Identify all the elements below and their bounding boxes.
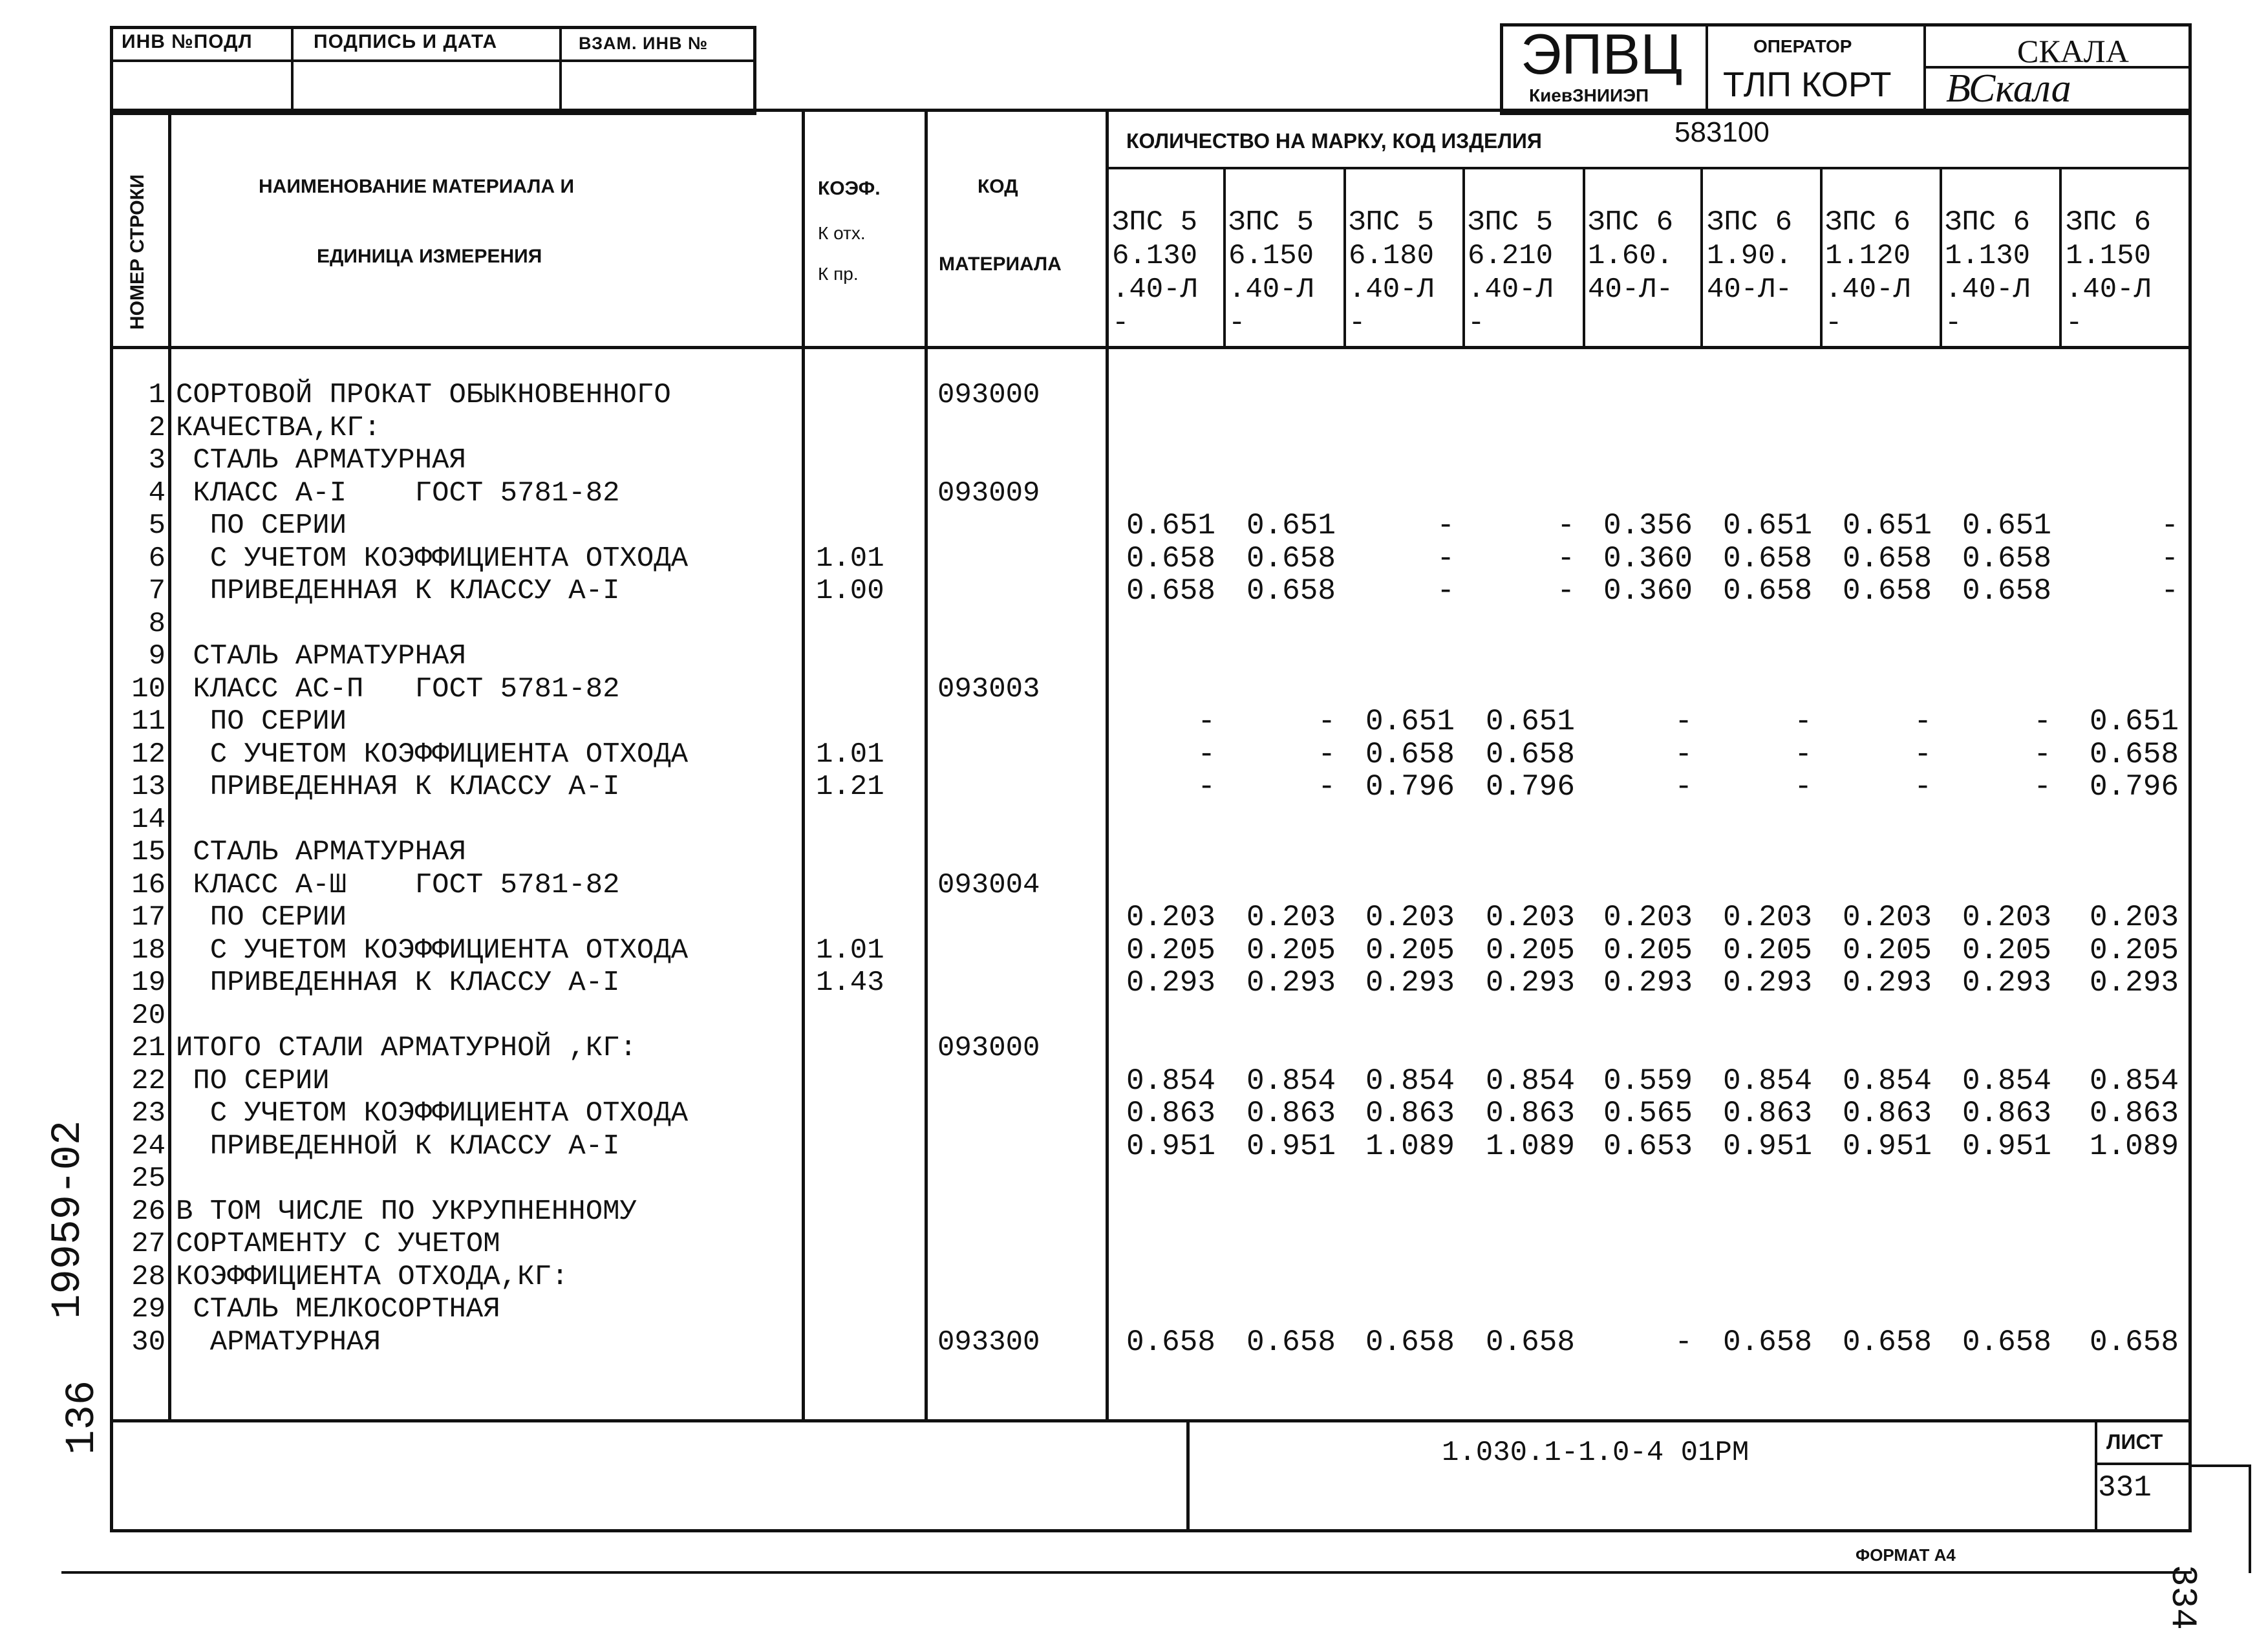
row-value-col-4: 0.203 [1485,901,1575,934]
row-name: КЛАСС А-Ш ГОСТ 5781-82 [176,868,620,901]
product-header-8-line-4: - [1945,307,1962,339]
row-value-col-9: 0.651 [2089,705,2179,738]
row-value-col-3: - [1437,574,1455,608]
product-header-6-line-1: ЗПС 6 [1707,206,1793,239]
row-number: 16 [131,868,166,901]
product-header-1-line-1: ЗПС 5 [1112,206,1198,239]
row-name: ПРИВЕДЕННАЯ К КЛАССУ А-I [176,771,620,803]
row-value-col-3: 0.205 [1365,933,1455,967]
row-value-col-7: 0.658 [1842,574,1932,608]
product-header-4-line-4: - [1468,307,1485,339]
row-name: КОЭФФИЦИЕНТА ОТХОДА,КГ: [176,1260,569,1293]
row-value-col-7: 0.658 [1842,1325,1932,1359]
row-number: 18 [131,934,166,967]
row-value-col-1: 0.658 [1126,541,1215,575]
row-value-col-3: - [1437,541,1455,575]
row-value-col-4: - [1557,509,1575,542]
row-value-col-1: 0.854 [1126,1064,1215,1098]
product-header-2-line-2: 6.150 [1228,240,1314,272]
product-header-2-line-3: .40-Л [1228,273,1314,306]
row-number: 24 [131,1130,166,1163]
row-value-col-3: 1.089 [1365,1129,1455,1163]
row-value-col-6: 0.854 [1722,1064,1812,1098]
row-name: С УЧЕТОМ КОЭФФИЦИЕНТА ОТХОДА [176,1097,689,1130]
row-name: С УЧЕТОМ КОЭФФИЦИЕНТА ОТХОДА [176,738,689,771]
row-value-col-5: - [1674,737,1693,771]
prod-sep-1 [1223,167,1226,348]
row-value-col-2: 0.951 [1246,1129,1336,1163]
row-value-col-5: 0.653 [1603,1129,1693,1163]
row-value-col-6: - [1794,737,1812,771]
col-sep-num [168,109,171,1421]
product-header-1-line-4: - [1112,307,1129,339]
prod-sep-6 [1820,167,1823,348]
row-value-col-7: 0.863 [1842,1097,1932,1130]
row-value-col-7: 0.951 [1842,1129,1932,1163]
row-material-code: 093004 [937,868,1040,901]
stamp-podpis-data: ПОДПИСЬ И ДАТА [314,31,498,52]
row-number: 4 [148,477,166,509]
row-value-col-9: - [2161,509,2179,542]
prod-sep-7 [1940,167,1942,348]
row-name: КЛАСС А-I ГОСТ 5781-82 [176,477,620,509]
product-header-2-line-1: ЗПС 5 [1228,206,1314,239]
product-code: 583100 [1674,116,1770,148]
row-value-col-4: 0.293 [1485,966,1575,1000]
product-header-1-line-3: .40-Л [1112,273,1198,306]
row-value-col-7: 0.293 [1842,966,1932,1000]
row-value-col-1: 0.658 [1126,1325,1215,1359]
product-header-3-line-3: .40-Л [1349,273,1435,306]
row-number: 1 [148,379,166,411]
row-value-col-2: - [1318,705,1336,738]
row-number: 7 [148,575,166,607]
product-header-4-line-3: .40-Л [1468,273,1554,306]
product-header-2-line-4: - [1228,307,1246,339]
row-number: 2 [148,411,166,444]
row-material-code: 093000 [937,1032,1040,1064]
row-name: СТАЛЬ АРМАТУРНАЯ [176,836,466,868]
row-value-col-8: 0.951 [1962,1129,2051,1163]
row-value-col-7: - [1914,705,1932,738]
product-header-7-line-3: .40-Л [1825,273,1911,306]
row-value-col-3: 0.658 [1365,1325,1455,1359]
product-header-1-line-2: 6.130 [1112,240,1198,272]
row-value-col-2: 0.658 [1246,1325,1336,1359]
prod-sep-5 [1700,167,1703,348]
stamp-sep-1 [291,26,294,115]
row-value-col-8: 0.658 [1962,574,2051,608]
product-header-4-line-2: 6.210 [1468,240,1554,272]
product-header-9-line-4: - [2066,307,2083,339]
operator-value: ТЛП КОРТ [1723,65,1892,104]
row-value-col-7: - [1914,770,1932,804]
product-header-8-line-1: ЗПС 6 [1945,206,2031,239]
row-value-col-5: - [1674,770,1693,804]
row-value-col-1: 0.293 [1126,966,1215,1000]
row-number: 27 [131,1228,166,1260]
code-header-1: КОД [978,176,1018,197]
row-name: В ТОМ ЧИСЛЕ ПО УКРУПНЕННОМУ [176,1195,637,1228]
prod-sep-8 [2059,167,2062,348]
row-value-col-8: - [2033,705,2051,738]
row-value-col-9: 0.293 [2089,966,2179,1000]
row-value-col-5: 0.565 [1603,1097,1693,1130]
row-material-code: 093000 [937,379,1040,411]
row-number: 6 [148,542,166,575]
row-value-col-4: - [1557,574,1575,608]
product-header-7-line-1: ЗПС 6 [1825,206,1911,239]
row-number: 12 [131,738,166,771]
product-header-9-line-1: ЗПС 6 [2066,206,2152,239]
row-value-col-7: - [1914,737,1932,771]
row-value-col-5: 0.293 [1603,966,1693,1000]
row-number: 28 [131,1260,166,1293]
row-value-col-4: 0.863 [1485,1097,1575,1130]
row-value-col-6: 0.658 [1722,1325,1812,1359]
row-value-col-1: - [1197,705,1215,738]
row-coefficient: 1.43 [816,967,884,999]
row-value-col-2: 0.854 [1246,1064,1336,1098]
row-value-col-2: 0.205 [1246,933,1336,967]
row-value-col-1: 0.951 [1126,1129,1215,1163]
row-value-col-3: 0.651 [1365,705,1455,738]
row-number: 11 [131,705,166,738]
row-value-col-8: 0.863 [1962,1097,2051,1130]
title-sep-1 [1706,23,1708,115]
row-number: 25 [131,1163,166,1195]
row-value-col-8: 0.658 [1962,541,2051,575]
row-number-header: НОМЕР СТРОКИ [127,174,148,330]
row-coefficient: 1.01 [816,738,884,771]
row-coefficient: 1.21 [816,771,884,803]
row-value-col-9: 0.854 [2089,1064,2179,1098]
org-title: ЭПВЦ [1521,22,1683,86]
row-number: 13 [131,771,166,803]
coef-header-2: К отх. [818,223,866,243]
row-value-col-5: 0.203 [1603,901,1693,934]
row-value-col-2: 0.863 [1246,1097,1336,1130]
row-name: ПО СЕРИИ [176,509,347,542]
row-value-col-6: 0.203 [1722,901,1812,934]
product-header-9-line-2: 1.150 [2066,240,2152,272]
row-name: ПО СЕРИИ [176,901,347,934]
row-value-col-3: - [1437,509,1455,542]
row-value-col-6: 0.951 [1722,1129,1812,1163]
name-header-1: НАИМЕНОВАНИЕ МАТЕРИАЛА И [259,176,575,197]
footer-sep [1186,1419,1190,1532]
row-name: КАЧЕСТВА,КГ: [176,411,381,444]
footer-sheet-divider [2095,1463,2192,1465]
row-number: 14 [131,803,166,836]
qty-header: КОЛИЧЕСТВО НА МАРКУ, КОД ИЗДЕЛИЯ [1126,129,1542,153]
row-value-col-4: 0.651 [1485,705,1575,738]
row-value-col-8: 0.651 [1962,509,2051,542]
row-coefficient: 1.01 [816,542,884,575]
stamp-inv-podl: ИНВ №ПОДЛ [122,31,253,52]
row-number: 21 [131,1032,166,1064]
row-value-col-2: - [1318,737,1336,771]
row-number: 30 [131,1325,166,1358]
side-doc-number: 19959-02 [45,1120,92,1319]
operator-label: ОПЕРАТОР [1753,36,1852,56]
name-header-2: ЕДИНИЦА ИЗМЕРЕНИЯ [317,246,542,267]
row-value-col-9: 0.205 [2089,933,2179,967]
frame-right [2188,109,2192,1531]
product-header-3-line-2: 6.180 [1349,240,1435,272]
row-value-col-8: 0.658 [1962,1325,2051,1359]
product-header-7-line-2: 1.120 [1825,240,1911,272]
row-value-col-5: - [1674,705,1693,738]
row-coefficient: 1.01 [816,934,884,967]
row-value-col-5: - [1674,1325,1693,1359]
row-value-col-2: 0.203 [1246,901,1336,934]
coef-header-1: КОЭФ. [818,178,881,199]
row-name: ПРИВЕДЕННАЯ К КЛАССУ А-I [176,967,620,999]
row-name: СОРТАМЕНТУ С УЧЕТОМ [176,1228,500,1260]
row-value-col-9: 0.203 [2089,901,2179,934]
format-label: ФОРМАТ А4 [1856,1545,1956,1565]
row-name: ПО СЕРИИ [176,705,347,738]
sheet-label: ЛИСТ [2106,1430,2163,1453]
row-value-col-1: 0.205 [1126,933,1215,967]
row-number: 9 [148,640,166,672]
row-number: 17 [131,901,166,934]
row-value-col-5: 0.360 [1603,541,1693,575]
row-value-col-9: 0.658 [2089,1325,2179,1359]
product-header-6-line-3: 40-Л- [1707,273,1793,306]
row-value-col-1: 0.658 [1126,574,1215,608]
row-number: 15 [131,836,166,868]
stamp-divider [110,59,756,62]
row-value-col-9: - [2161,574,2179,608]
row-value-col-3: 0.203 [1365,901,1455,934]
row-name: ПРИВЕДЕННАЯ К КЛАССУ А-I [176,575,620,607]
row-number: 19 [131,967,166,999]
row-value-col-1: 0.203 [1126,901,1215,934]
row-value-col-7: 0.205 [1842,933,1932,967]
row-value-col-6: 0.863 [1722,1097,1812,1130]
col-sep-name [802,109,805,1421]
row-value-col-2: 0.658 [1246,574,1336,608]
prod-sep-3 [1462,167,1465,348]
row-value-col-7: 0.658 [1842,541,1932,575]
row-value-col-6: - [1794,770,1812,804]
row-value-col-3: 0.863 [1365,1097,1455,1130]
row-value-col-6: 0.658 [1722,574,1812,608]
product-header-9-line-3: .40-Л [2066,273,2152,306]
row-value-col-6: 0.293 [1722,966,1812,1000]
row-name: ПО СЕРИИ [176,1064,330,1097]
row-value-col-4: 0.796 [1485,770,1575,804]
row-name: СТАЛЬ МЕЛКОСОРТНАЯ [176,1293,500,1325]
row-name: КЛАСС АС-П ГОСТ 5781-82 [176,672,620,705]
row-value-col-9: - [2161,541,2179,575]
col-sep-coef [925,109,928,1421]
row-value-col-9: 0.863 [2089,1097,2179,1130]
row-value-col-8: 0.203 [1962,901,2051,934]
product-header-6-line-2: 1.90. [1707,240,1793,272]
product-header-8-line-3: .40-Л [1945,273,2031,306]
product-header-5-line-2: 1.60. [1588,240,1674,272]
row-value-col-6: 0.205 [1722,933,1812,967]
row-value-col-8: - [2033,770,2051,804]
product-header-4-line-1: ЗПС 5 [1468,206,1554,239]
row-name: СОРТОВОЙ ПРОКАТ ОБЫКНОВЕННОГО [176,379,671,411]
row-number: 26 [131,1195,166,1228]
row-value-col-8: - [2033,737,2051,771]
row-value-col-1: 0.863 [1126,1097,1215,1130]
side-page-left: 136 [59,1380,106,1455]
stamp-sep-2 [559,26,562,115]
row-name: СТАЛЬ АРМАТУРНАЯ [176,444,466,477]
row-number: 8 [148,607,166,640]
prod-sep-2 [1343,167,1346,348]
row-number: 22 [131,1064,166,1097]
prod-sep-4 [1583,167,1585,348]
product-header-5-line-1: ЗПС 6 [1588,206,1674,239]
code-header-2: МАТЕРИАЛА [939,253,1062,275]
row-value-col-1: - [1197,737,1215,771]
row-value-col-9: 0.796 [2089,770,2179,804]
signature: ВСкала [1946,67,2071,111]
row-coefficient: 1.00 [816,575,884,607]
row-number: 29 [131,1293,166,1325]
row-number: 23 [131,1097,166,1130]
row-value-col-8: 0.205 [1962,933,2051,967]
header-bottom-line [110,346,2192,349]
row-value-col-9: 1.089 [2089,1129,2179,1163]
row-value-col-6: 0.651 [1722,509,1812,542]
row-value-col-4: 1.089 [1485,1129,1575,1163]
row-value-col-5: 0.360 [1603,574,1693,608]
row-value-col-4: 0.854 [1485,1064,1575,1098]
title-sep-2 [1923,23,1926,115]
row-material-code: 093009 [937,477,1040,509]
side-box-top [2188,1464,2250,1467]
row-value-col-7: 0.854 [1842,1064,1932,1098]
row-value-col-5: 0.559 [1603,1064,1693,1098]
row-name: СТАЛЬ АРМАТУРНАЯ [176,640,466,672]
row-value-col-4: 0.205 [1485,933,1575,967]
product-header-5-line-3: 40-Л- [1588,273,1674,306]
org-subtitle: КиевЗНИИЭП [1529,85,1649,105]
skala-label: СКАЛА [2017,33,2129,69]
row-value-col-5: 0.205 [1603,933,1693,967]
qty-header-line [1106,167,2192,169]
product-header-7-line-4: - [1825,307,1843,339]
product-header-8-line-2: 1.130 [1945,240,2031,272]
row-value-col-3: 0.854 [1365,1064,1455,1098]
row-value-col-4: - [1557,541,1575,575]
row-value-col-1: - [1197,770,1215,804]
row-value-col-3: 0.293 [1365,966,1455,1000]
row-number: 3 [148,444,166,477]
coef-header-3: К пр. [818,264,859,284]
row-name: АРМАТУРНАЯ [176,1325,381,1358]
row-value-col-2: 0.651 [1246,509,1336,542]
row-name: ПРИВЕДЕННОЙ К КЛАССУ А-I [176,1130,620,1163]
product-header-3-line-1: ЗПС 5 [1349,206,1435,239]
frame-bottom [110,1529,2192,1532]
row-value-col-9: 0.658 [2089,737,2179,771]
row-name: ИТОГО СТАЛИ АРМАТУРНОЙ ,КГ: [176,1032,637,1064]
side-page-number: 334 [2162,1565,2203,1630]
row-name: С УЧЕТОМ КОЭФФИЦИЕНТА ОТХОДА [176,542,689,575]
side-box-right [2249,1464,2251,1573]
row-name: С УЧЕТОМ КОЭФФИЦИЕНТА ОТХОДА [176,934,689,967]
row-value-col-8: 0.854 [1962,1064,2051,1098]
row-value-col-6: - [1794,705,1812,738]
row-value-col-2: 0.658 [1246,541,1336,575]
row-number: 5 [148,509,166,542]
stamp-vzam-inv: ВЗАМ. ИНВ № [579,34,709,53]
body-bottom-line [110,1419,2192,1422]
product-header-3-line-4: - [1349,307,1366,339]
row-value-col-2: - [1318,770,1336,804]
row-value-col-3: 0.658 [1365,737,1455,771]
row-value-col-6: 0.658 [1722,541,1812,575]
row-value-col-5: 0.356 [1603,509,1693,542]
row-value-col-7: 0.651 [1842,509,1932,542]
row-value-col-3: 0.796 [1365,770,1455,804]
row-number: 10 [131,672,166,705]
document-code: 1.030.1-1.0-4 01РМ [1442,1437,1749,1469]
row-value-col-8: 0.293 [1962,966,2051,1000]
row-value-col-7: 0.203 [1842,901,1932,934]
row-value-col-4: 0.658 [1485,1325,1575,1359]
row-value-col-2: 0.293 [1246,966,1336,1000]
row-value-col-4: 0.658 [1485,737,1575,771]
row-number: 20 [131,999,166,1032]
row-value-col-1: 0.651 [1126,509,1215,542]
row-material-code: 093300 [937,1325,1040,1358]
row-material-code: 093003 [937,672,1040,705]
format-line [61,1571,2192,1574]
sheet-number: 331 [2098,1471,2152,1505]
footer-sheet-sep [2095,1419,2097,1532]
